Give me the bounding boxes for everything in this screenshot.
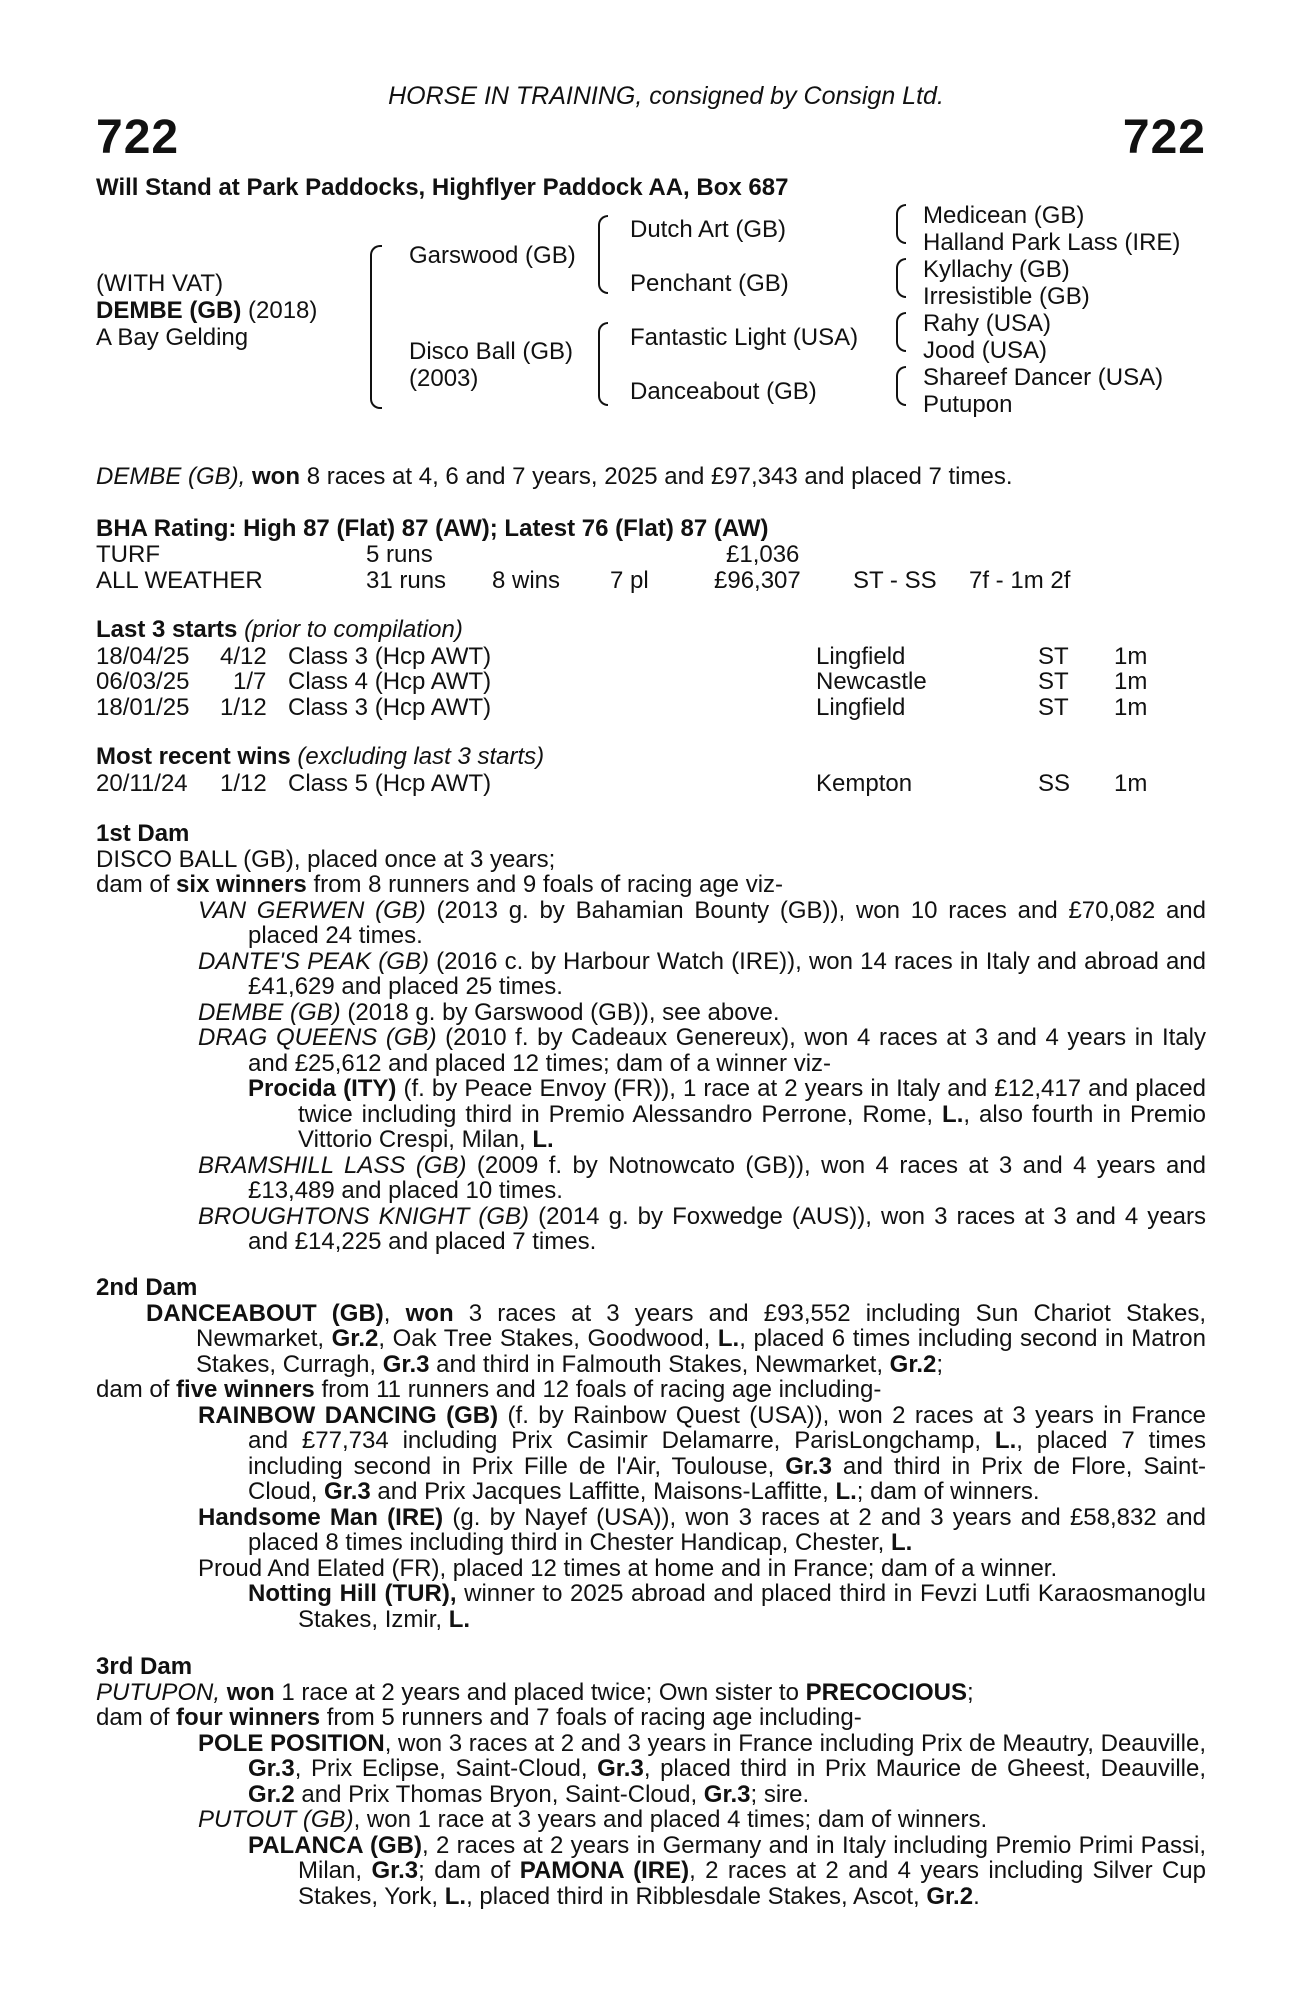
pedigree-brace-2a xyxy=(598,215,608,294)
progeny-entry: VAN GERWEN (GB) (2013 g. by Bahamian Bounty (GB)), won 10 races and £70,082 and placed 24 times. xyxy=(198,896,1207,949)
dam-name: Disco Ball (GB) xyxy=(409,338,574,365)
turf-row: TURF 5 runs £1,036 xyxy=(96,541,800,568)
dam-dam: Danceabout (GB) xyxy=(630,378,817,405)
progeny-entry: DANTE'S PEAK (GB) (2016 c. by Harbour Watch (IRE)), won 14 races in Italy and abroad and £41,629 and placed 25 times. xyxy=(198,947,1206,1000)
dam-year: (2003) xyxy=(409,365,479,392)
horse-title xyxy=(96,297,317,325)
pedigree-brace-3c xyxy=(896,312,906,352)
ped-ssd: Halland Park Lass (IRE) xyxy=(923,229,1181,256)
recent-win-row: 20/11/24 1/12 Class 5 (Hcp AWT) Kempton SS 1m xyxy=(96,770,1148,797)
ped-ddd: Putupon xyxy=(923,391,1013,418)
ped-dds: Shareef Dancer (USA) xyxy=(923,364,1164,391)
section-heading: 1st Dam xyxy=(96,820,190,847)
vat-note: (WITH VAT) xyxy=(96,270,224,297)
last-start-row: 18/01/25 1/12 Class 3 (Hcp AWT) Lingfield ST 1m xyxy=(96,694,1148,721)
sire-sire: Dutch Art (GB) xyxy=(630,216,787,243)
pedigree-brace-3a xyxy=(896,204,906,244)
dam-sire: Fantastic Light (USA) xyxy=(630,324,859,351)
ped-sds: Kyllachy (GB) xyxy=(923,256,1070,283)
venue-line: Will Stand at Park Paddocks, Highflyer Paddock AA, Box 687 xyxy=(96,174,789,201)
last-start-row: 06/03/25 1/7 Class 4 (Hcp AWT) Newcastle ST 1m xyxy=(96,668,1148,695)
ped-dsd: Jood (USA) xyxy=(923,337,1048,364)
sire-dam: Penchant (GB) xyxy=(630,270,789,297)
horse-name: DEMBE (GB) xyxy=(96,297,242,324)
section-heading: 2nd Dam xyxy=(96,1274,198,1301)
second-dam-section: 2nd Dam DANCEABOUT (GB), won 3 races at 3 years and £93,552 including Sun Chariot Stakes, Newmarket, Gr.2, Oak Tree Stakes, Goodwood, L., placed 6 times including second in Matron Stakes, Curragh, Gr.3 and third in Falmouth Stakes, Newmarket, Gr.2; dam of five winners from 11 runners and 12 foals of racing age including- RAINBOW DANCING (GB) (f. by Rainbow Quest (USA)), won 2 races at 3 years in France and £77,734 including Prix Casimir Delamarre, ParisLongchamp, L., placed 7 times including second in Prix Fille de l'Air, Toulouse, Gr.3 and third in Prix de Flore, Saint-Cloud, Gr.3 and Prix Jacques Laffitte, Maisons-Laffitte, L.; dam of winners. Handsome Man (IRE) (g. by Nayef (USA)), won 3 races at 2 and 3 years and £58,832 and placed 8 times including third in Chester Handicap, Chester, L. Proud And Elated (FR), placed 12 times at home and in France; dam of a winner. Notting Hill (TUR), winner to 2025 abroad and placed third in Fevzi Lutfi Karaosmanoglu Stakes, Izmir, L. xyxy=(96,1274,1207,1633)
progeny-entry: BRAMSHILL LASS (GB) (2009 f. by Notnowcato (GB)), won 4 races at 3 and 4 years and £13,489 and placed 10 times. xyxy=(198,1151,1206,1204)
progeny-entry: Notting Hill (TUR), winner to 2025 abroad and placed third in Fevzi Lutfi Karaosmanoglu Stakes, Izmir, L. xyxy=(248,1580,1206,1633)
progeny-entry: BROUGHTONS KNIGHT (GB) (2014 g. by Foxwedge (AUS)), won 3 races at 3 and 4 years and £14,225 and placed 7 times. xyxy=(198,1202,1206,1255)
recent-wins-heading: Most recent wins (excluding last 3 starts) xyxy=(96,743,545,770)
ped-sdd: Irresistible (GB) xyxy=(923,283,1090,310)
progeny-entry: Handsome Man (IRE) (g. by Nayef (USA)), won 3 races at 2 and 3 years and £58,832 and placed 8 times including third in Chester Handicap, Chester, L. xyxy=(198,1503,1206,1556)
lot-number-left: 722 xyxy=(96,111,180,164)
catalogue-page xyxy=(96,0,1206,2000)
sire-name: Garswood (GB) xyxy=(409,242,576,269)
horse-description: A Bay Gelding xyxy=(96,324,249,351)
last-start-row: 18/04/25 4/12 Class 3 (Hcp AWT) Lingfield ST 1m xyxy=(96,643,1148,670)
progeny-entry: PUTOUT (GB), won 1 race at 3 years and placed 4 times; dam of winners. xyxy=(198,1806,988,1833)
page-header-title: HORSE IN TRAINING, consigned by Consign Ltd. xyxy=(388,82,944,110)
pedigree-brace-2b xyxy=(598,322,608,406)
progeny-entry: PALANCA (GB), 2 races at 2 years in Germany and in Italy including Premio Primi Passi, Milan, Gr.3; dam of PAMONA (IRE), 2 races at 2 and 4 years including Silver Cup Stakes, York, L., placed third in Ribblesdale Stakes, Ascot, Gr.2. xyxy=(248,1831,1207,1910)
all-weather-row: ALL WEATHER 31 runs 8 wins 7 pl £96,307 ST - SS 7f - 1m 2f xyxy=(96,567,1071,594)
bha-rating: BHA Rating: High 87 (Flat) 87 (AW); Latest 76 (Flat) 87 (AW) xyxy=(96,515,769,542)
first-dam-section: 1st Dam DISCO BALL (GB), placed once at 3 years; dam of six winners from 8 runners and 9 foals of racing age viz- VAN GERWEN (GB) (2013 g. by Bahamian Bounty (GB)), won 10 races and £70,082 and placed 24 times. DANTE'S PEAK (GB) (2016 c. by Harbour Watch (IRE)), won 14 races in Italy and abroad and £41,629 and placed 25 times. DEMBE (GB) (2018 g. by Garswood (GB)), see above. DRAG QUEENS (GB) (2010 f. by Cadeaux Genereux), won 4 races at 3 and 4 years in Italy and £25,612 and placed 12 times; dam of a winner viz- Procida (ITY) (f. by Peace Envoy (FR)), 1 race at 2 years in Italy and £12,417 and placed twice including third in Premio Alessandro Perrone, Rome, L., also fourth in Premio Vittorio Crespi, Milan, L. BRAMSHILL LASS (GB) (2009 f. by Notnowcato (GB)), won 4 races at 3 and 4 years and £13,489 and placed 10 times. BROUGHTONS KNIGHT (GB) (2014 g. by Foxwedge (AUS)), won 3 races at 3 and 4 years and £14,225 and placed 7 times. xyxy=(96,820,1207,1255)
horse-year: (2018) xyxy=(248,297,318,324)
progeny-entry: DEMBE (GB) (2018 g. by Garswood (GB)), see above. xyxy=(198,998,780,1026)
progeny-entry: Proud And Elated (FR), placed 12 times at home and in France; dam of a winner. xyxy=(198,1554,1058,1582)
progeny-entry: DRAG QUEENS (GB) (2010 f. by Cadeaux Genereux), won 4 races at 3 and 4 years in Italy and £25,612 and placed 12 times; dam of a winner viz- xyxy=(198,1024,1206,1077)
ped-dss: Rahy (USA) xyxy=(923,310,1052,337)
ped-sss: Medicean (GB) xyxy=(923,202,1085,229)
pedigree-brace-3b xyxy=(896,258,906,298)
progeny-entry: Procida (ITY) (f. by Peace Envoy (FR)), 1 race at 2 years in Italy and £12,417 and placed twice including third in Premio Alessandro Perrone, Rome, L., also fourth in Premio Vittorio Crespi, Milan, L. xyxy=(248,1075,1206,1153)
pedigree-brace-3d xyxy=(896,366,906,406)
progeny-entry: RAINBOW DANCING (GB) (f. by Rainbow Quest (USA)), won 2 races at 3 years in France and £77,734 including Prix Casimir Delamarre, ParisLongchamp, L., placed 7 times including second in Prix Fille de l'Air, Toulouse, Gr.3 and third in Prix de Flore, Saint-Cloud, Gr.3 and Prix Jacques Laffitte, Maisons-Laffitte, L.; dam of winners. xyxy=(198,1401,1207,1505)
progeny-entry: POLE POSITION, won 3 races at 2 and 3 years in France including Prix de Meautry, Deauville, Gr.3, Prix Eclipse, Saint-Cloud, Gr.3, placed third in Prix Maurice de Gheest, Deauville, Gr.2 and Prix Thomas Bryon, Saint-Cloud, Gr.3; sire. xyxy=(198,1729,1207,1808)
lot-number-right: 722 xyxy=(1122,111,1206,164)
section-heading: 3rd Dam xyxy=(96,1653,193,1680)
pedigree-brace-1 xyxy=(370,245,382,409)
race-summary: DEMBE (GB), won 8 races at 4, 6 and 7 years, 2025 and £97,343 and placed 7 times. xyxy=(96,463,1013,490)
third-dam-section: 3rd Dam PUTUPON, won 1 race at 2 years and placed twice; Own sister to PRECOCIOUS; dam of four winners from 5 runners and 7 foals of racing age including- POLE POSITION, won 3 races at 2 and 3 years in France including Prix de Meautry, Deauville, Gr.3, Prix Eclipse, Saint-Cloud, Gr.3, placed third in Prix Maurice de Gheest, Deauville, Gr.2 and Prix Thomas Bryon, Saint-Cloud, Gr.3; sire. PUTOUT (GB), won 1 race at 3 years and placed 4 times; dam of winners. PALANCA (GB), 2 races at 2 years in Germany and in Italy including Premio Primi Passi, Milan, Gr.3; dam of PAMONA (IRE), 2 races at 2 and 4 years including Silver Cup Stakes, York, L., placed third in Ribblesdale Stakes, Ascot, Gr.2. xyxy=(96,1653,1207,1910)
last-starts-heading: Last 3 starts (prior to compilation) xyxy=(96,616,463,643)
